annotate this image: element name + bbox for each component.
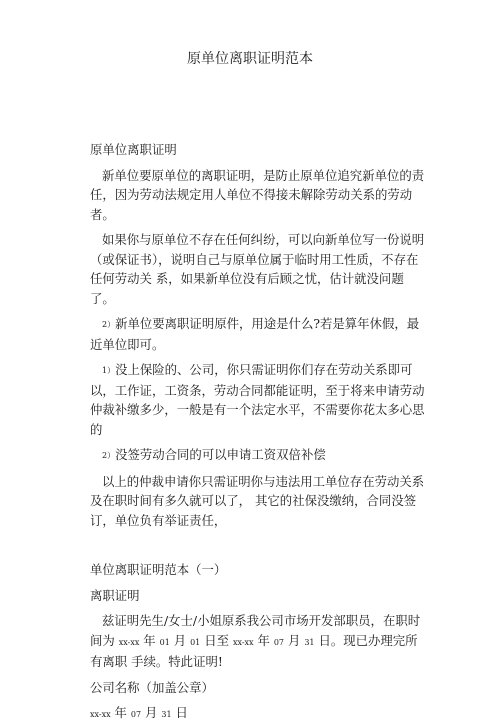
paragraph-10 xyxy=(90,611,426,672)
list-number: 2） xyxy=(102,320,116,329)
date-part: 年 xyxy=(110,705,131,720)
date-part: 日至 xyxy=(200,632,233,648)
date-part: 日 xyxy=(171,705,188,720)
date-part: 月 xyxy=(169,632,191,648)
date-part: 日。现已办理完所有离职 手续。特此证明! xyxy=(90,632,418,669)
paragraph-1: 原单位离职证明 xyxy=(90,142,177,157)
paragraph-11: 公司名称（加盖公章） xyxy=(90,679,214,695)
date-part: 07 xyxy=(130,710,142,719)
paragraph-6-text: 没签劳动合同的可以申请工资双倍补偿 xyxy=(115,447,326,462)
date-part: 月 xyxy=(284,632,305,648)
date-part: 月 xyxy=(141,705,162,720)
date-part: 01 xyxy=(159,637,170,647)
paragraph-5 xyxy=(90,360,426,439)
date-part: 31 xyxy=(304,637,315,647)
paragraph-12 xyxy=(90,703,426,725)
paragraph-2: 新单位要原单位的离职证明，是防止原单位追究新单位的责任，因为劳动法规定用人单位不得接未解除劳动关系的劳动者。 xyxy=(90,167,425,222)
paragraph-4-text: 新单位要离职证明原件，用途是什么?若是算年休假，最近单位即可。 xyxy=(90,316,420,352)
date-part: xx-xx xyxy=(90,710,111,719)
date-part: xx-xx xyxy=(118,637,140,647)
paragraph-7: 以上的仲裁申请你只需证明你与违法用工单位存在劳动关系及在职时间有多久就可以了， 其它的社保没缴纳，合同没签订，单位负有举证责任， xyxy=(90,473,425,528)
paragraph-9: 离职证明 xyxy=(90,587,140,603)
date-part: xx-xx xyxy=(232,637,254,647)
paragraph-8: 单位离职证明范本（一） xyxy=(90,562,227,577)
paragraph-4 xyxy=(90,314,426,354)
paragraph-5-text: 没上保险的、公司，你只需证明你们存在劳动关系即可以，工作证，工资条，劳动合同都能证明，至于将来申请劳动仲裁补缴多少，一般是有一个法定水平，不需要你花太多心思的 xyxy=(90,362,425,437)
document-title: 原单位离职证明范本 xyxy=(187,51,313,67)
list-number: 1） xyxy=(102,366,116,375)
document-body xyxy=(90,140,426,725)
date-part: 年 xyxy=(139,632,160,648)
date-part: 01 xyxy=(190,637,201,647)
paragraph-10-text-a: 兹证明先生/女士/小姐原系我公司市场开发部职员，在职时间为 xyxy=(90,613,421,648)
paragraph-6 xyxy=(90,445,426,466)
date-part: 年 xyxy=(253,632,274,648)
date-part: 31 xyxy=(161,710,172,719)
paragraph-3: 如果你与原单位不存在任何纠纷，可以向新单位写一份说明（或保证书），说明自己与原单位属于临时用工性质，不存在任何劳动关 系，如果新单位没有后顾之忧，估计就没问题了。 xyxy=(90,232,425,306)
list-number: 2） xyxy=(102,451,116,460)
date-part: 07 xyxy=(273,637,285,647)
